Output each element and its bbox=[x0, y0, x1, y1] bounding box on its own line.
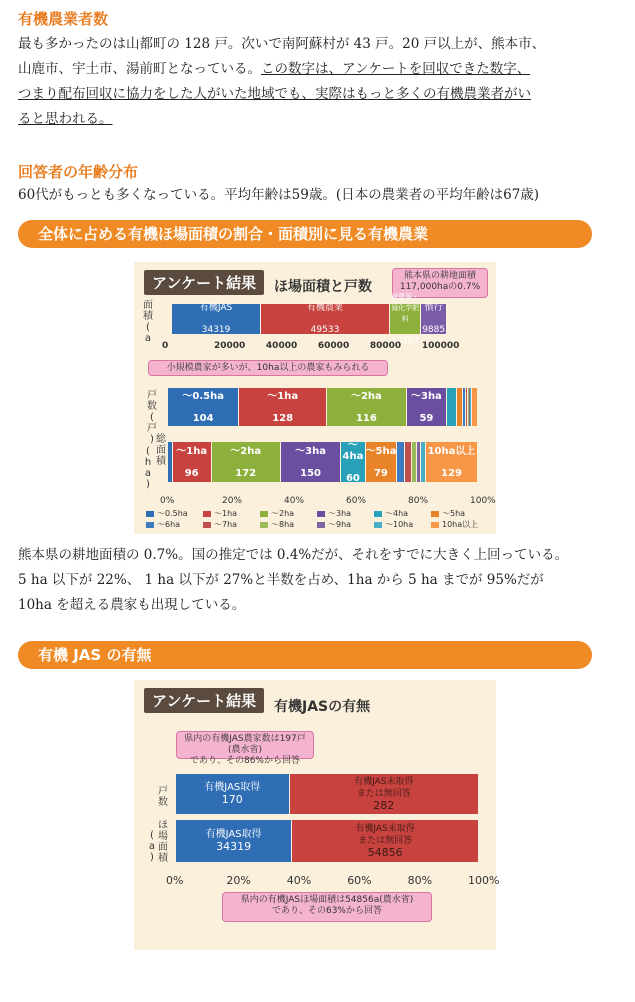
segment-label: 〜0.5ha bbox=[182, 390, 224, 402]
legend-swatch bbox=[431, 522, 439, 528]
axis-tick: 20% bbox=[222, 496, 243, 506]
legend-item bbox=[431, 508, 465, 519]
row-label-total-area: 総 面 積 bbox=[156, 434, 166, 467]
segment-label: 有機JAS取得 bbox=[204, 782, 261, 793]
legend-item bbox=[374, 508, 408, 519]
legend-item bbox=[317, 508, 351, 519]
size-class-segment bbox=[366, 442, 397, 482]
size-class-segment bbox=[412, 442, 416, 482]
legend-swatch bbox=[146, 522, 154, 528]
callout-jas-households: 県内の有機JAS農家数は197戸(農水省) であり、その86%から回答 bbox=[176, 731, 314, 759]
legend-swatch bbox=[260, 511, 268, 517]
segment-label: または無回答 bbox=[356, 789, 411, 799]
legend-label: 〜7ha bbox=[214, 520, 238, 529]
size-class-segment bbox=[327, 388, 406, 426]
segment-value: 34319 bbox=[201, 324, 231, 335]
legend-swatch bbox=[431, 511, 439, 517]
axis-tick: 80000 bbox=[369, 341, 402, 351]
legend-swatch bbox=[146, 511, 154, 517]
segment-value: 282 bbox=[373, 799, 395, 812]
size-class-segment bbox=[472, 388, 477, 426]
segment-value: 9885 bbox=[422, 324, 446, 335]
legend-item bbox=[431, 519, 478, 530]
text-line: 最も多かったのは山都町の 128 戸。次いで南阿蘇村が 43 戸。20 戸以上が、熊本市、 bbox=[18, 36, 546, 52]
axis-tick: 80% bbox=[408, 496, 429, 506]
segment-value: 54856 bbox=[367, 846, 403, 859]
axis-tick: 0 bbox=[162, 341, 169, 351]
size-class-segment bbox=[447, 388, 456, 426]
legend-label: 〜5ha bbox=[442, 509, 466, 518]
text-line-underlined: つまり配布回収に協力をした人がいた地域でも、実際はもっと多くの有機農業者がい bbox=[18, 86, 531, 102]
legend-swatch bbox=[374, 511, 382, 517]
segment-value: 34319 bbox=[216, 840, 252, 853]
size-class-segment bbox=[457, 388, 462, 426]
axis-tick: 20000 bbox=[213, 341, 246, 351]
size-class-segment bbox=[212, 442, 280, 482]
legend-label: 10ha以上 bbox=[442, 520, 479, 529]
row-label-area-unit: ( a ) bbox=[148, 830, 156, 863]
legend-item bbox=[260, 508, 294, 519]
axis-tick: 40% bbox=[286, 874, 312, 887]
survey-result-badge: アンケート結果 bbox=[144, 688, 264, 713]
legend-item bbox=[374, 519, 413, 530]
segment-label: 有機JAS取得 bbox=[205, 829, 262, 840]
legend-label: 〜8ha bbox=[271, 520, 295, 529]
size-class-segment bbox=[168, 388, 238, 426]
legend-label: 〜3ha bbox=[328, 509, 352, 518]
row-label-area: 面 積 ( a bbox=[143, 300, 153, 344]
legend-item bbox=[146, 519, 180, 530]
segment-label: 慣行 bbox=[424, 302, 443, 313]
section-banner: 全体に占める有機ほ場面積の割合・面積別に見る有機農業 bbox=[18, 220, 592, 248]
size-class-segment bbox=[341, 442, 364, 482]
axis-tick: 20% bbox=[226, 874, 251, 887]
size-class-segment bbox=[397, 442, 404, 482]
size-class-segment bbox=[405, 442, 410, 482]
segment-label: 〜2ha bbox=[230, 445, 262, 457]
arable-land-paragraph bbox=[18, 543, 618, 618]
axis-tick: 0% bbox=[166, 874, 184, 887]
area-bar-segment bbox=[421, 304, 446, 334]
axis-tick: 100000 bbox=[421, 341, 460, 351]
segment-label: または無回答 bbox=[358, 836, 413, 846]
segment-label: 有機JAS未取得 bbox=[354, 777, 414, 787]
size-class-segment bbox=[466, 388, 467, 426]
text-line-underlined: ると思われる。 bbox=[18, 111, 113, 127]
size-class-segment bbox=[407, 388, 446, 426]
size-class-segment bbox=[173, 442, 211, 482]
segment-value: 79 bbox=[373, 467, 388, 479]
segment-value: 60 bbox=[345, 473, 360, 484]
axis-tick: 60000 bbox=[317, 341, 350, 351]
segment-value: 172 bbox=[235, 467, 257, 479]
legend-swatch bbox=[260, 522, 268, 528]
size-class-segment bbox=[281, 442, 340, 482]
segment-label: 〜4ha bbox=[342, 440, 364, 462]
segment-value: 170 bbox=[221, 793, 243, 806]
text-line: 熊本県の耕地面積の 0.7%。国の推定では 0.4%だが、それをすでに大きく上回っている。 bbox=[18, 547, 569, 563]
segment-label: 〜3ha bbox=[410, 390, 442, 402]
legend-item bbox=[260, 519, 294, 530]
section-banner: 有機 JAS の有無 bbox=[18, 641, 592, 669]
segment-label: 10ha以上 bbox=[427, 445, 476, 457]
row-label-area: ほ 場 面 積 bbox=[158, 820, 168, 864]
chart-title: ほ場面積と戸数 bbox=[274, 279, 372, 295]
callout-line: 117,000haの0.7% bbox=[399, 282, 481, 292]
axis-tick: 60% bbox=[346, 496, 367, 506]
segment-label: 有機JAS未取得 bbox=[355, 824, 415, 834]
segment-value: 59 bbox=[419, 412, 434, 424]
size-class-segment bbox=[239, 388, 326, 426]
segment-value: 12107 bbox=[390, 335, 420, 346]
segment-label: 〜3ha bbox=[295, 445, 326, 457]
legend-swatch bbox=[203, 522, 211, 528]
size-class-segment bbox=[426, 442, 477, 482]
legend-item bbox=[317, 519, 351, 530]
organic-farmers-paragraph bbox=[18, 32, 618, 132]
row-label-total-area-unit: ( h a ) bbox=[144, 446, 152, 490]
row-label-households: 戸 数 ( 戸 ) bbox=[147, 390, 157, 445]
callout-line: 熊本県の耕地面積 bbox=[403, 271, 476, 281]
segment-label: 有機JAS bbox=[199, 302, 233, 313]
area-bar-segment bbox=[172, 304, 260, 334]
axis-tick: 80% bbox=[407, 874, 433, 887]
legend-swatch bbox=[203, 511, 211, 517]
jas-certified-segment bbox=[176, 820, 291, 862]
axis-tick: 0% bbox=[160, 496, 175, 506]
legend-label: 〜0.5ha bbox=[157, 509, 188, 518]
legend-label: 〜2ha bbox=[271, 509, 295, 518]
segment-value: 49533 bbox=[310, 324, 340, 335]
survey-result-badge: アンケート結果 bbox=[144, 270, 264, 295]
jas-non-certified-segment bbox=[292, 820, 478, 862]
segment-value: 116 bbox=[355, 412, 377, 424]
legend-label: 〜10ha bbox=[385, 520, 414, 529]
axis-tick: 100% bbox=[470, 496, 496, 506]
callout-small-farms: 小規模農家が多いが、10ha以上の農家もみられる bbox=[148, 360, 388, 376]
legend-swatch bbox=[374, 522, 382, 528]
size-class-segment bbox=[421, 442, 425, 482]
segment-value: 129 bbox=[441, 467, 462, 479]
age-distribution-text: 60代がもっとも多くなっている。平均年齢は59歳。(日本の農業者の平均年齢は67歳) bbox=[18, 187, 540, 203]
segment-value: 104 bbox=[192, 412, 214, 424]
row-label-households: 戸 数 bbox=[158, 786, 168, 808]
legend-label: 〜6ha bbox=[157, 520, 181, 529]
legend-item bbox=[146, 508, 188, 519]
size-class-segment bbox=[417, 442, 420, 482]
segment-label: 〜2ha bbox=[350, 390, 382, 402]
segment-value: 128 bbox=[272, 412, 294, 424]
legend-swatch bbox=[317, 511, 325, 517]
area-bar-segment bbox=[390, 292, 420, 346]
chart-title: 有機JASの有無 bbox=[274, 699, 371, 715]
segment-label: 有機農業 bbox=[306, 302, 343, 313]
legend-item bbox=[203, 519, 237, 530]
jas-certified-segment bbox=[176, 774, 289, 814]
area-bar-segment bbox=[261, 304, 389, 334]
segment-label: 減農薬・減化学肥料 bbox=[391, 292, 420, 323]
jas-non-certified-segment bbox=[290, 774, 478, 814]
segment-value: 96 bbox=[184, 467, 199, 479]
size-class-segment bbox=[168, 442, 172, 482]
legend-label: 〜4ha bbox=[385, 509, 409, 518]
axis-tick: 40000 bbox=[265, 341, 298, 351]
legend-swatch bbox=[317, 522, 325, 528]
segment-value: 150 bbox=[300, 467, 322, 479]
text-line: 10ha を超える農家も出現している。 bbox=[18, 597, 246, 613]
legend-label: 〜9ha bbox=[328, 520, 352, 529]
segment-label: 〜1ha bbox=[176, 445, 208, 457]
text-line: 山鹿市、宇土市、湯前町となっている。 bbox=[18, 61, 261, 77]
segment-label: 〜5ha bbox=[365, 445, 397, 457]
legend-label: 〜1ha bbox=[214, 509, 238, 518]
axis-tick: 60% bbox=[347, 874, 372, 887]
legend-item bbox=[203, 508, 237, 519]
callout-jas-area: 県内の有機JASほ場面積は54856a(農水省) であり、その63%から回答 bbox=[222, 892, 432, 922]
size-class-segment bbox=[463, 388, 465, 426]
segment-label: 〜1ha bbox=[267, 390, 299, 402]
section-heading-organic-farmers: 有機農業者数 bbox=[18, 10, 109, 28]
axis-tick: 40% bbox=[284, 496, 305, 506]
text-line: 5 ha 以下が 22%、 1 ha 以下が 27%と半数を占め、1ha から 5 ha までが 95%だが bbox=[18, 572, 544, 588]
text-line-underlined: この数字は、アンケートを回収できた数字、 bbox=[261, 61, 531, 77]
axis-tick: 100% bbox=[468, 874, 500, 887]
section-heading-age-distribution: 回答者の年齢分布 bbox=[18, 163, 139, 181]
